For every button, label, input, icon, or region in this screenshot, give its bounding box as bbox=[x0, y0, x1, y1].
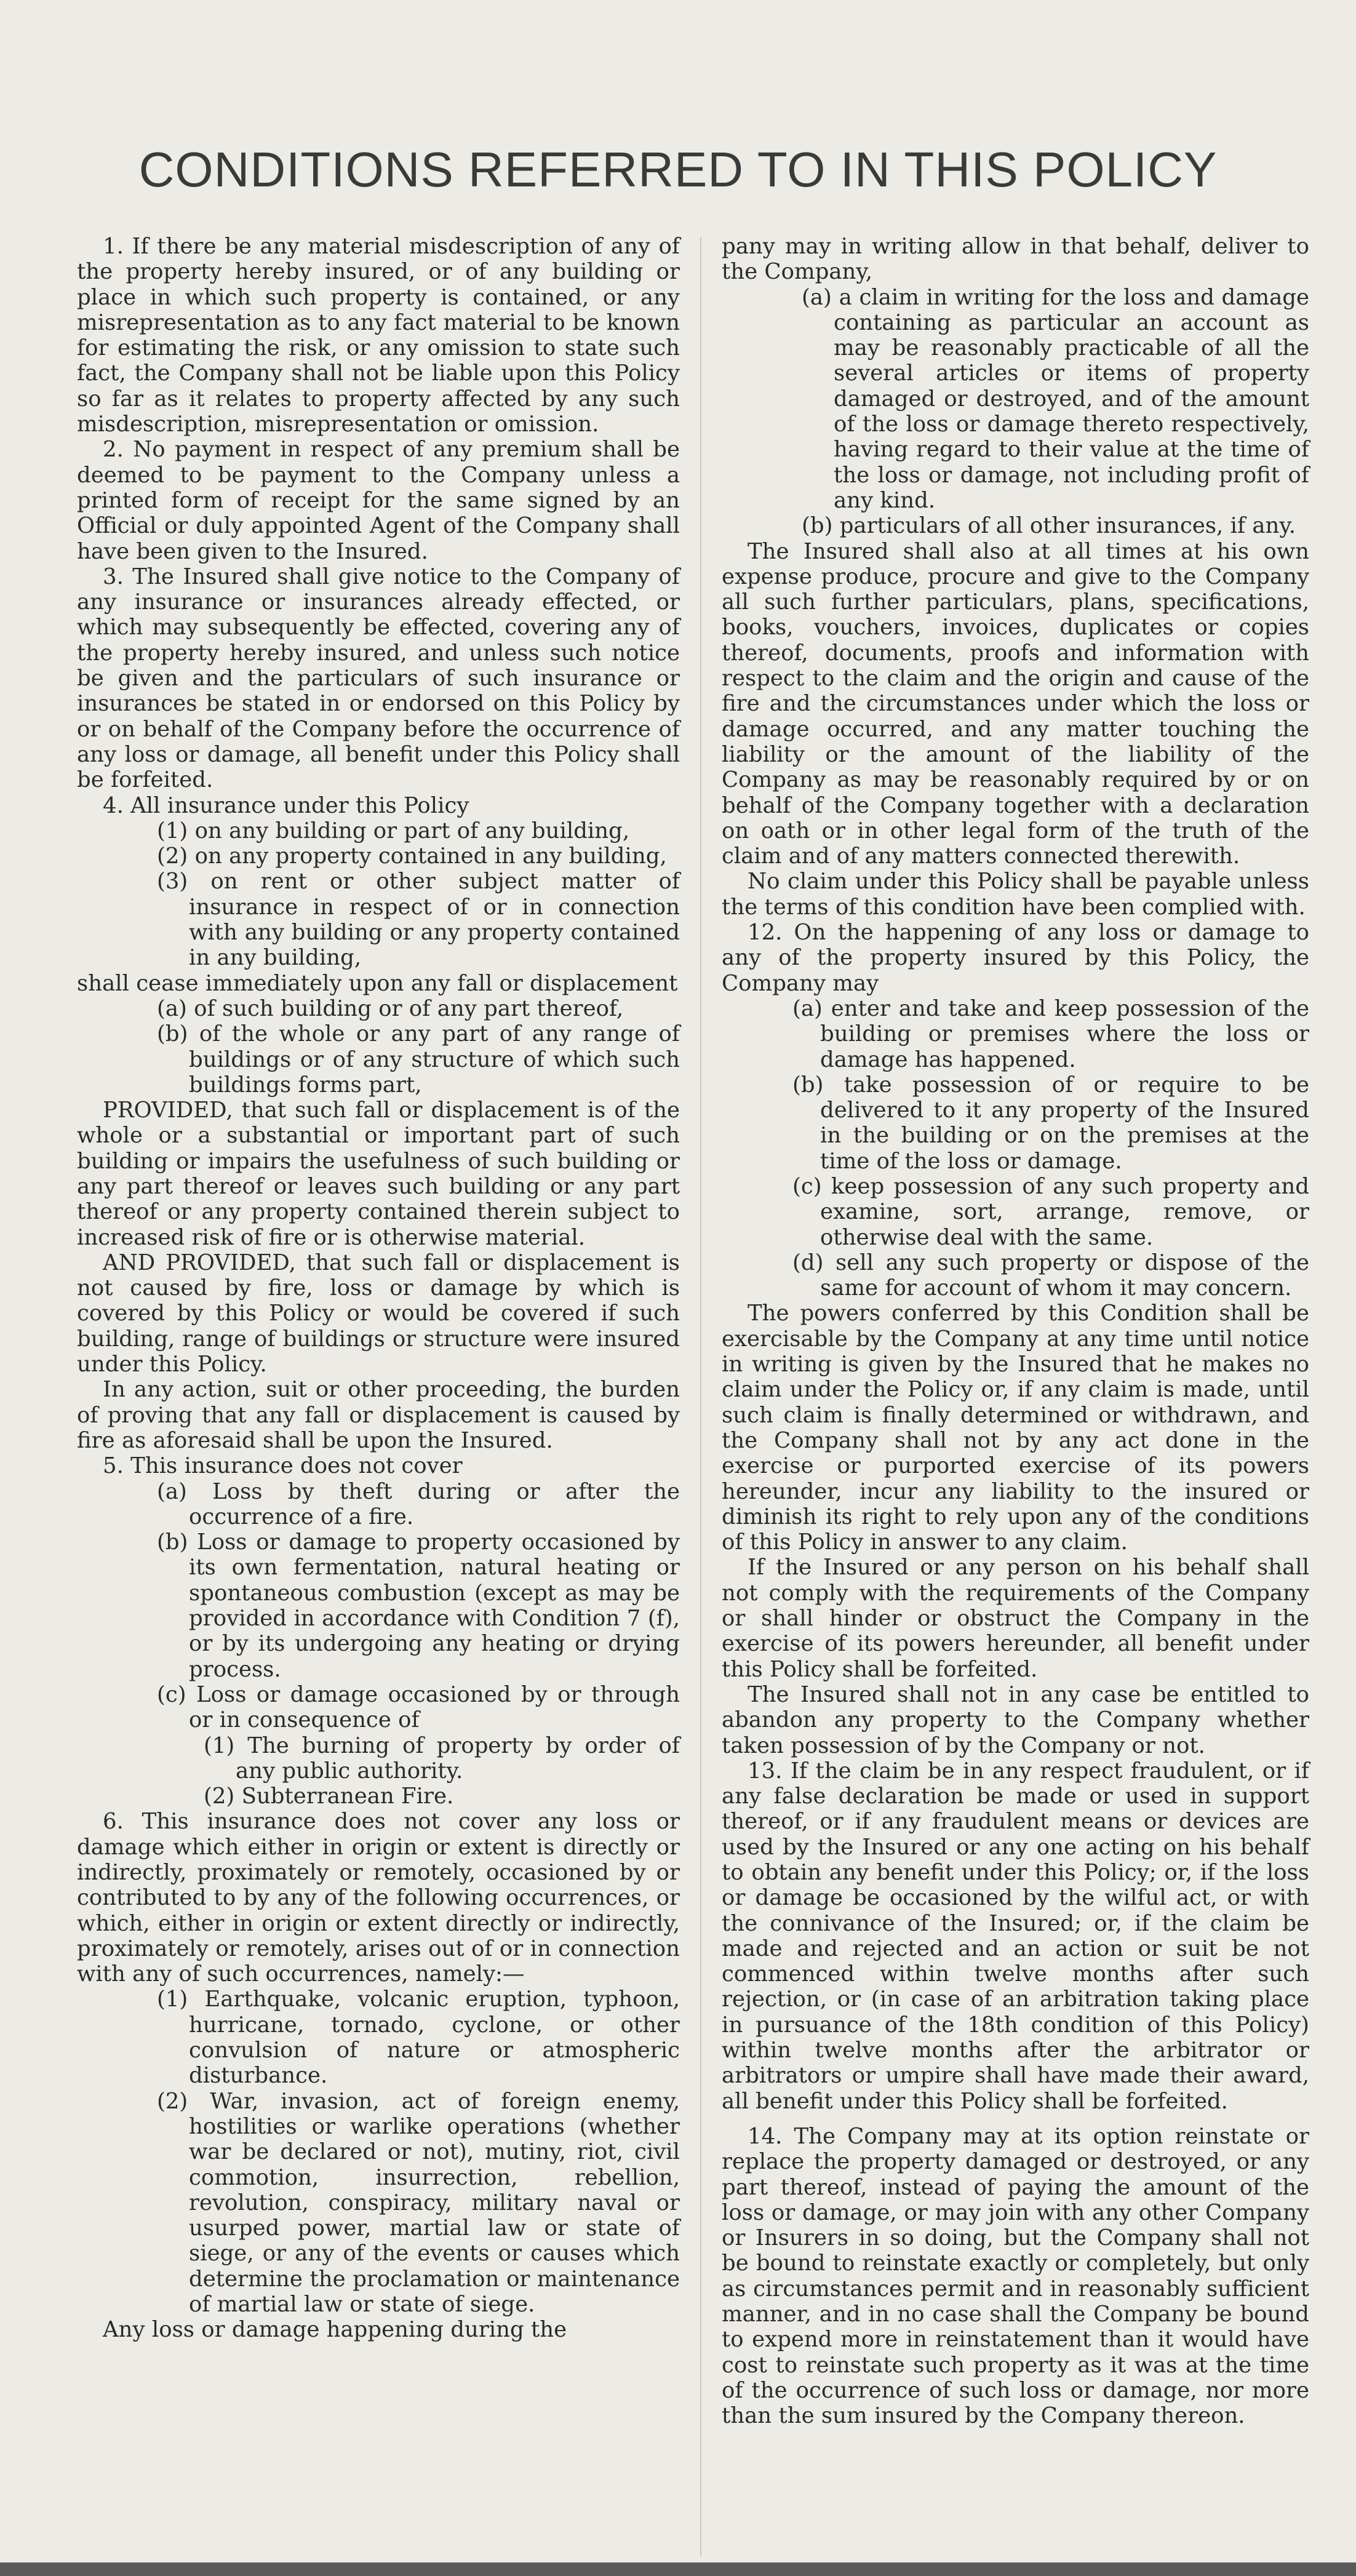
paragraph: pany may in writing allow in that behalf, deliver to the Company, bbox=[722, 234, 1309, 285]
paragraph: In any action, suit or other proceeding, the burden of proving that any fall or displacement is caused by fire as aforesaid shall be upon the Insured. bbox=[77, 1377, 680, 1453]
paragraph: 2. No payment in respect of any premium shall be deemed to be payment to the Company unless a printed form of receipt for the same signed by an Official or duly appointed Agent of the Company shall have been given to the Insured. bbox=[77, 437, 680, 564]
paragraph: 5. This insurance does not cover bbox=[103, 1453, 463, 1479]
paragraph: Any loss or damage happening during the bbox=[103, 2317, 567, 2343]
list-item: (1) on any building or part of any building, bbox=[157, 818, 630, 843]
list-item: (d) sell any such property or dispose of the same for account of whom it may concern. bbox=[792, 1250, 1309, 1301]
page-title: CONDITIONS REFERRED TO IN THIS POLICY bbox=[138, 142, 1218, 197]
list-item: (2) Subterranean Fire. bbox=[204, 1784, 454, 1809]
paragraph: AND PROVIDED, that such fall or displacement is not caused by fire, loss or damage by which is covered by this Policy or would be covered if such building, range of buildings or structure were insured under this Policy. bbox=[77, 1250, 680, 1378]
list-item: (a) enter and take and keep possession of the building or premises where the loss or damage has happened. bbox=[792, 995, 1309, 1072]
list-item: (c) keep possession of any such property and examine, sort, arrange, remove, or otherwise deal with the same. bbox=[792, 1173, 1309, 1250]
list-item: (a) a claim in writing for the loss and damage containing as particular an account as may be reasonably practicable of all the several articles or items of property damaged or destroyed, and of the amount of the loss or damage thereto respectively, having regard to their value at the time of the loss or damage, not including profit of any kind. bbox=[802, 284, 1309, 513]
paragraph: 12. On the happening of any loss or damage to any of the property insured by this Policy, the Company may bbox=[722, 920, 1309, 996]
list-item: (2) on any property contained in any building, bbox=[157, 843, 667, 869]
list-item: (b) of the whole or any part of any range of buildings or of any structure of which such buildings forms part, bbox=[157, 1021, 680, 1098]
column-divider bbox=[700, 237, 701, 2556]
paragraph: If the Insured or any person on his behalf shall not comply with the requirements of the Company or shall hinder or obstruct the Company in the exercise of its powers hereunder, all benefit under this Policy shall be forfeited. bbox=[722, 1555, 1309, 1682]
list-item: (1) The burning of property by order of any public authority. bbox=[204, 1733, 680, 1784]
list-item: (b) take possession of or require to be delivered to it any property of the Insured in the building or on the premises at the time of the loss or damage. bbox=[792, 1072, 1309, 1174]
paragraph: No claim under this Policy shall be payable unless the terms of this condition have been complied with. bbox=[722, 869, 1309, 920]
paragraph: PROVIDED, that such fall or displacement is of the whole or a substantial or important part of such building or impairs the usefulness of such building or any part thereof or leaves such building or any part thereof or any property contained therein subject to increased risk of fire or is otherwise material. bbox=[77, 1098, 680, 1250]
paragraph: The Insured shall also at all times at his own expense produce, procure and give to the Company all such further particulars, plans, specifications, books, vouchers, invoices, duplicates or copies thereof, documents, proofs and information with respect to the claim and the origin and cause of the fire and the circumstances under which the loss or damage occurred, and any matter touching the liability or the amount of the liability of the Company as may be reasonably required by or on behalf of the Company together with a declaration on oath or in other legal form of the truth of the claim and of any matters connected therewith. bbox=[722, 538, 1309, 869]
list-item: (2) War, invasion, act of foreign enemy, hostilities or warlike operations (whether war be declared or not), mutiny, riot, civil commotion, insurrection, rebellion, revolution, conspiracy, military naval or usurped power, martial law or state of siege, or any of the events or causes which determine the proclamation or maintenance of martial law or state of siege. bbox=[157, 2088, 680, 2318]
left-column bbox=[77, 234, 680, 2343]
paragraph: 6. This insurance does not cover any loss or damage which either in origin or extent is directly or indirectly, proximately or remotely, occasioned by or contributed to by any of the following occurrences, or which, either in origin or extent directly or indirectly, proximately or remotely, arises out of or in connection with any of such occurrences, namely:— bbox=[77, 1809, 680, 1987]
list-item: (c) Loss or damage occasioned by or through or in consequence of bbox=[157, 1681, 680, 1733]
list-item: (1) Earthquake, volcanic eruption, typhoon, hurricane, tornado, cyclone, or other convulsion of nature or atmospheric disturbance. bbox=[157, 1987, 680, 2089]
page-bottom-edge bbox=[0, 2562, 1356, 2576]
list-item: (b) particulars of all other insurances, if any. bbox=[802, 513, 1296, 539]
paragraph: The Insured shall not in any case be entitled to abandon any property to the Company whether taken possession of by the Company or not. bbox=[722, 1681, 1309, 1758]
paragraph: 13. If the claim be in any respect fraudulent, or if any false declaration be made or used in support thereof, or if any fraudulent means or devices are used by the Insured or any one acting on his behalf to obtain any benefit under this Policy; or, if the loss or damage be occasioned by the wilful act, or with the connivance of the Insured; or, if the claim be made and rejected and an action or suit be not commenced within twelve months after such rejection, or (in case of an arbitration taking place in pursuance of the 18th condition of this Policy) within twelve months after the arbitrator or arbitrators or umpire shall have made their award, all benefit under this Policy shall be forfeited. bbox=[722, 1758, 1309, 2114]
list-item: (a) Loss by theft during or after the occurrence of a fire. bbox=[157, 1478, 680, 1529]
paragraph: The powers conferred by this Condition shall be exercisable by the Company at any time until notice in writing is given by the Insured that he makes no claim under the Policy or, if any claim is made, until such claim is finally determined or withdrawn, and the Company shall not by any act done in the exercise or purported exercise of its powers hereunder, incur any liability to the insured or diminish its right to rely upon any of the conditions of this Policy in answer to any claim. bbox=[722, 1301, 1309, 1555]
list-item: (b) Loss or damage to property occasioned by its own fermentation, natural heating or spontaneous combustion (except as may be provided in accordance with Condition 7 (f), or by its undergoing any heating or drying process. bbox=[157, 1529, 680, 1682]
paragraph: shall cease immediately upon any fall or displacement bbox=[77, 970, 678, 996]
list-item: (3) on rent or other subject matter of insurance in respect of or in connection with any building or any property contained in any building, bbox=[157, 869, 680, 971]
paragraph: 14. The Company may at its option reinstate or replace the property damaged or destroyed, or any part thereof, instead of paying the amount of the loss or damage, or may join with any other Company or Insurers in so doing, but the Company shall not be bound to reinstate exactly or completely, but only as circumstances permit and in reasonably sufficient manner, and in no case shall the Company be bound to expend more in reinstatement than it would have cost to reinstate such property as it was at the time of the occurrence of such loss or damage, nor more than the sum insured by the Company thereon. bbox=[722, 2123, 1309, 2429]
right-column bbox=[722, 234, 1309, 2429]
paragraph: 1. If there be any material misdescription of any of the property hereby insured, or of any building or place in which such property is contained, or any misrepresentation as to any fact material to be known for estimating the risk, or any omission to state such fact, the Company shall not be liable upon this Policy so far as it relates to property affected by any such misdescription, misrepresentation or omission. bbox=[77, 234, 680, 437]
paragraph: 4. All insurance under this Policy bbox=[103, 792, 469, 818]
list-item: (a) of such building or of any part thereof, bbox=[157, 995, 624, 1021]
paragraph: 3. The Insured shall give notice to the Company of any insurance or insurances already effected, or which may subsequently be effected, covering any of the property hereby insured, and unless such notice be given and the particulars of such insurance or insurances be stated in or endorsed on this Policy by or on behalf of the Company before the occurrence of any loss or damage, all benefit under this Policy shall be forfeited. bbox=[77, 564, 680, 793]
